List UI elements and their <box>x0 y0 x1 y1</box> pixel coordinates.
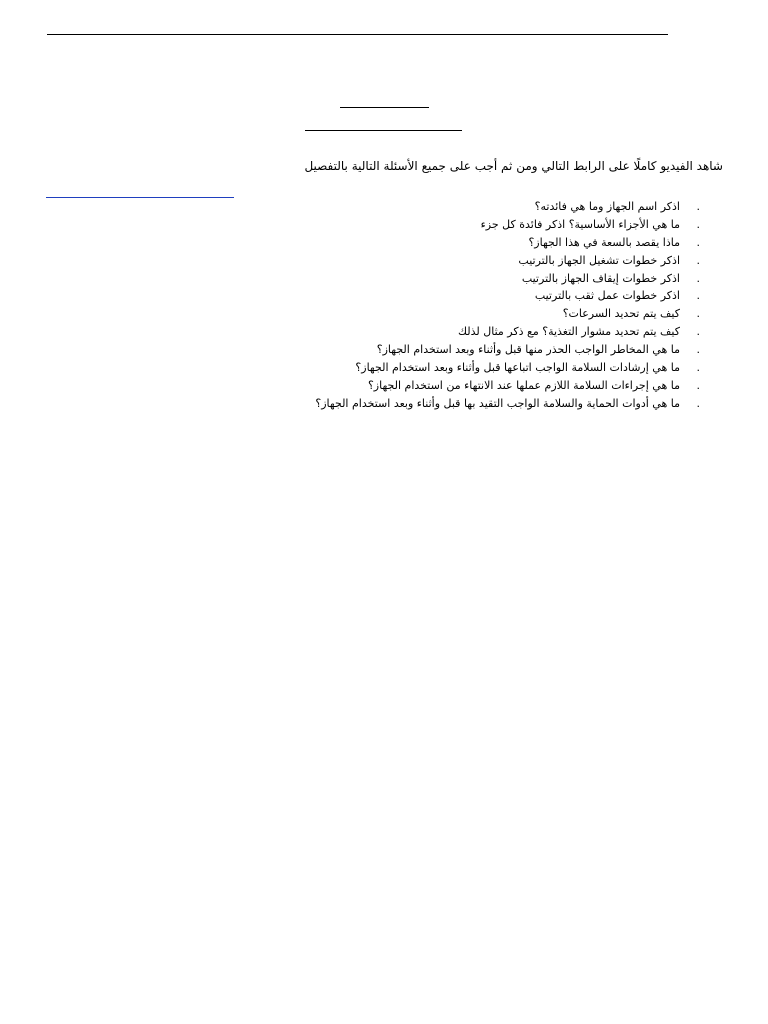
list-item <box>193 287 700 305</box>
list-bullet: . <box>696 271 700 285</box>
question-text: اذكر خطوات تشغيل الجهاز بالترتيب <box>518 253 680 267</box>
list-item <box>193 198 700 216</box>
question-list <box>193 198 700 413</box>
list-bullet: . <box>696 253 700 267</box>
list-item <box>193 323 700 341</box>
list-item <box>193 395 700 413</box>
list-item <box>193 305 700 323</box>
list-bullet: . <box>696 289 700 303</box>
question-text: كيف يتم تحديد السرعات؟ <box>562 307 680 321</box>
question-text: ما هي إرشادات السلامة الواجب اتباعها قبل وأثناء وبعد استخدام الجهاز؟ <box>355 361 680 375</box>
list-bullet: . <box>696 307 700 321</box>
list-item <box>193 377 700 395</box>
list-item <box>193 216 700 234</box>
question-text: ما هي المخاطر الواجب الحذر منها قبل وأثناء وبعد استخدام الجهاز؟ <box>376 343 680 357</box>
list-bullet: . <box>696 325 700 339</box>
header-rule <box>47 34 668 35</box>
question-text: اذكر خطوات عمل ثقب بالترتيب <box>534 289 680 303</box>
list-bullet: . <box>696 396 700 410</box>
question-text: ما هي أدوات الحماية والسلامة الواجب التقيد بها قبل وأثناء وبعد استخدام الجهاز؟ <box>315 396 680 410</box>
list-item <box>193 359 700 377</box>
title-underline-short <box>340 107 429 108</box>
question-text: ما هي الأجزاء الأساسية؟ اذكر فائدة كل جزء <box>480 217 680 231</box>
list-item <box>193 270 700 288</box>
question-text: ماذا يقصد بالسعة في هذا الجهاز؟ <box>528 235 680 249</box>
list-bullet: . <box>696 343 700 357</box>
list-bullet: . <box>696 235 700 249</box>
list-item <box>193 252 700 270</box>
question-text: ما هي إجراءات السلامة اللازم عملها عند الانتهاء من استخدام الجهاز؟ <box>367 378 680 392</box>
list-bullet: . <box>696 361 700 375</box>
title-underline-long <box>305 130 462 131</box>
question-text: اذكر اسم الجهاز وما هي فائدته؟ <box>534 200 680 213</box>
instruction-text: شاهد الفيديو كاملًا على الرابط التالي ومن ثم أجب على جميع الأسئلة التالية بالتفصيل <box>304 159 723 173</box>
question-text: اذكر خطوات إيقاف الجهاز بالترتيب <box>521 271 680 285</box>
list-bullet: . <box>696 378 700 392</box>
list-bullet: . <box>696 200 700 213</box>
list-bullet: . <box>696 217 700 231</box>
list-item <box>193 234 700 252</box>
question-text: كيف يتم تحديد مشوار التغذية؟ مع ذكر مثال لذلك <box>457 325 680 339</box>
list-item <box>193 341 700 359</box>
